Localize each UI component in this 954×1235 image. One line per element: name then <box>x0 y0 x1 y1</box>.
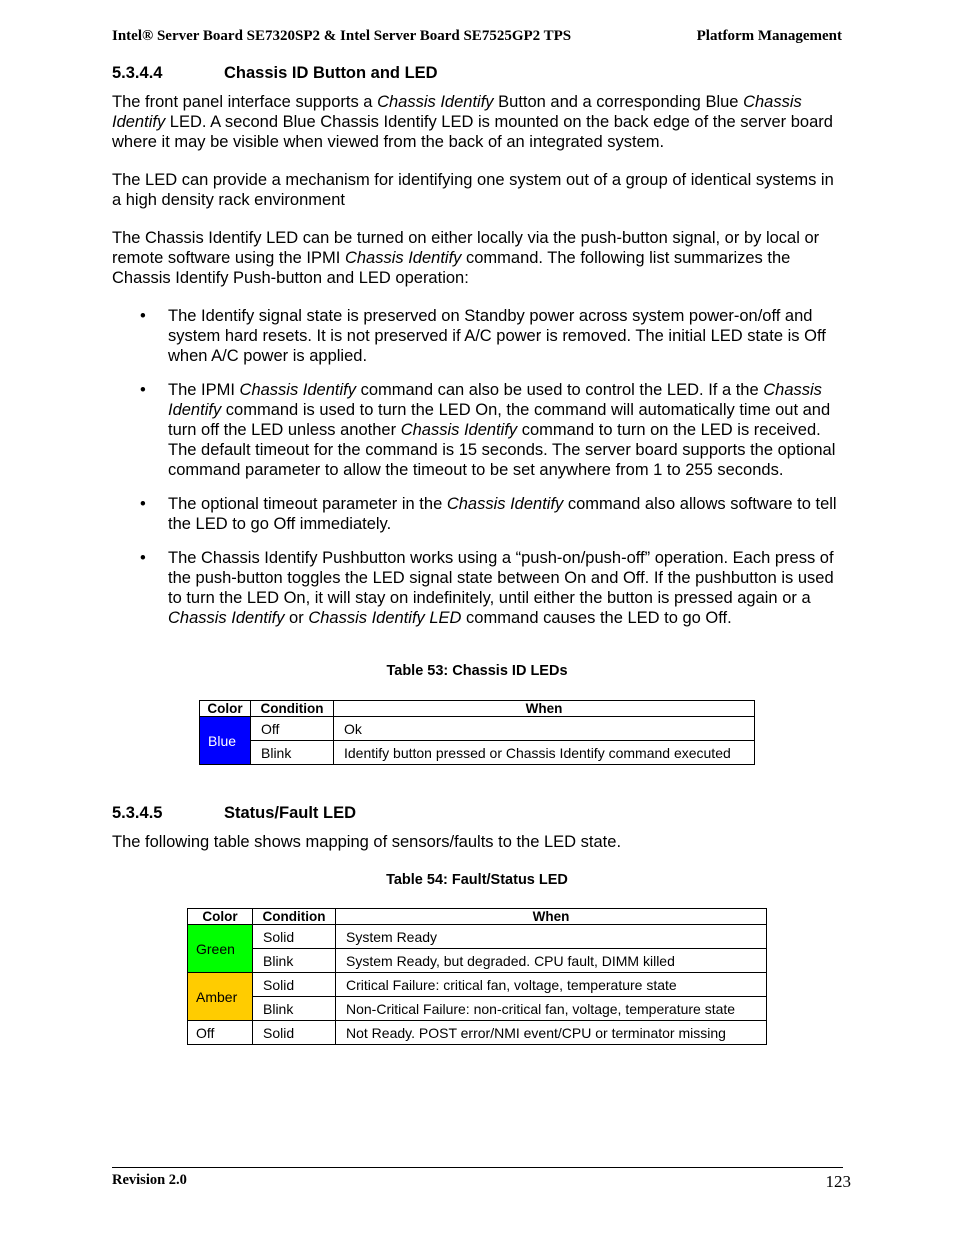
when-cell: Critical Failure: critical fan, voltage, temperature state <box>336 973 767 997</box>
text-run: command can also be used to control the LED. If a the <box>356 381 764 399</box>
header-when: When <box>336 909 767 925</box>
color-cell-green: Green <box>188 925 253 973</box>
header-color: Color <box>200 701 251 717</box>
text-run: The front panel interface supports a <box>112 93 378 111</box>
table-row <box>188 1021 767 1045</box>
text-run: command to turn on the LED is received. The default timeout for the command is 15 seconds. The server board supports the optional command parameter to allow the timeout to be set anywhere from 1 to 255 seconds. <box>168 421 836 479</box>
header-condition: Condition <box>253 909 336 925</box>
when-cell: System Ready, but degraded. CPU fault, DIMM killed <box>336 949 767 973</box>
when-cell: Non-Critical Failure: non-critical fan, voltage, temperature state <box>336 997 767 1021</box>
section-title: Status/Fault LED <box>224 804 357 822</box>
table-caption-54: Table 54: Fault/Status LED <box>386 872 568 888</box>
section-heading-chassis-id <box>112 64 438 83</box>
condition-cell: Blink <box>251 741 334 765</box>
text-run: or <box>284 609 309 627</box>
table-row <box>188 925 767 949</box>
table-caption-53: Table 53: Chassis ID LEDs <box>386 663 568 679</box>
italic-run: Chassis Identify <box>377 93 494 111</box>
header-color: Color <box>188 909 253 925</box>
bullet-list <box>140 306 845 642</box>
condition-cell: Off <box>251 717 334 741</box>
text-run: LED. A second Blue Chassis Identify LED is mounted on the back edge of the server board where it may be visible when viewed from the back of an integrated system. <box>112 113 833 151</box>
bullet-item <box>140 494 845 534</box>
running-header-title: Intel® Server Board SE7320SP2 & Intel Server Board SE7525GP2 TPS <box>112 28 572 44</box>
table-row <box>188 973 767 997</box>
color-cell-off: Off <box>188 1021 253 1045</box>
section-heading-status-fault <box>112 804 356 823</box>
condition-cell: Solid <box>253 925 336 949</box>
text-run: The Identify signal state is preserved on Standby power across system power-on/off and system hard resets. It is not preserved if A/C power is removed. The initial LED state is Off when A/C power is applied. <box>168 307 826 365</box>
section-number: 5.3.4.4 <box>112 64 163 82</box>
text-run: The Chassis Identify LED can be turned on either locally via the push-button signal, or by local or remote software using the IPMI <box>112 229 820 267</box>
table-row <box>200 717 755 741</box>
when-cell: Identify button pressed or Chassis Identify command executed <box>334 741 755 765</box>
italic-run: Chassis Identify <box>239 381 356 399</box>
text-run: command is used to turn the LED On, the command will automatically time out and turn off the LED unless another <box>168 401 831 439</box>
color-cell-amber: Amber <box>188 973 253 1021</box>
when-cell: System Ready <box>336 925 767 949</box>
color-cell-blue: Blue <box>200 717 251 765</box>
italic-run: Chassis Identify <box>400 421 518 439</box>
italic-run: Chassis Identify <box>112 93 802 131</box>
bullet-item <box>140 548 845 628</box>
when-cell: Ok <box>334 717 755 741</box>
table-header-row <box>200 701 755 717</box>
header-condition: Condition <box>251 701 334 717</box>
footer-divider <box>112 1167 843 1168</box>
text-run: command causes the LED to go Off. <box>461 609 732 627</box>
condition-cell: Blink <box>253 949 336 973</box>
paragraph-front-panel <box>112 92 847 152</box>
text-run: The IPMI <box>168 381 240 399</box>
section-title: Chassis ID Button and LED <box>224 64 438 82</box>
table-row <box>200 741 755 765</box>
header-when: When <box>334 701 755 717</box>
chassis-id-leds-table <box>199 700 755 765</box>
table-row <box>188 997 767 1021</box>
italic-run: Chassis Identify <box>168 381 822 419</box>
paragraph-mapping: The following table shows mapping of sensors/faults to the LED state. <box>112 833 622 851</box>
paragraph-chassis-identify <box>112 228 847 288</box>
fault-status-led-table <box>187 908 767 1045</box>
italic-run: Chassis Identify LED <box>308 609 462 627</box>
section-number: 5.3.4.5 <box>112 804 163 822</box>
page-number: 123 <box>825 1172 851 1191</box>
text-run: The Chassis Identify Pushbutton works using a “push-on/push-off” operation. Each press of the push-button toggles the LED signal state between On and Off. If the pushbutton is used to turn the LED On, it will stay on indefinitely, until either the button is pressed again or a <box>168 549 834 607</box>
paragraph-led-mechanism: The LED can provide a mechanism for identifying one system out of a group of identical systems in a high density rack environment <box>112 171 834 209</box>
when-cell: Not Ready. POST error/NMI event/CPU or terminator missing <box>336 1021 767 1045</box>
running-header-section: Platform Management <box>696 28 842 44</box>
text-run: The optional timeout parameter in the <box>168 495 447 513</box>
bullet-item <box>140 306 845 366</box>
condition-cell: Solid <box>253 1021 336 1045</box>
italic-run: Chassis Identify <box>344 249 462 267</box>
bullet-item <box>140 380 845 480</box>
italic-run: Chassis Identify <box>446 495 564 513</box>
italic-run: Chassis Identify <box>168 609 285 627</box>
footer-revision: Revision 2.0 <box>112 1172 187 1188</box>
text-run: Button and a corresponding Blue <box>493 93 744 111</box>
table-row <box>188 949 767 973</box>
table-header-row <box>188 909 767 925</box>
condition-cell: Solid <box>253 973 336 997</box>
text-run: command. The following list summarizes the Chassis Identify Push-button and LED operation: <box>112 249 791 287</box>
condition-cell: Blink <box>253 997 336 1021</box>
text-run: command also allows software to tell the LED to go Off immediately. <box>168 495 837 533</box>
